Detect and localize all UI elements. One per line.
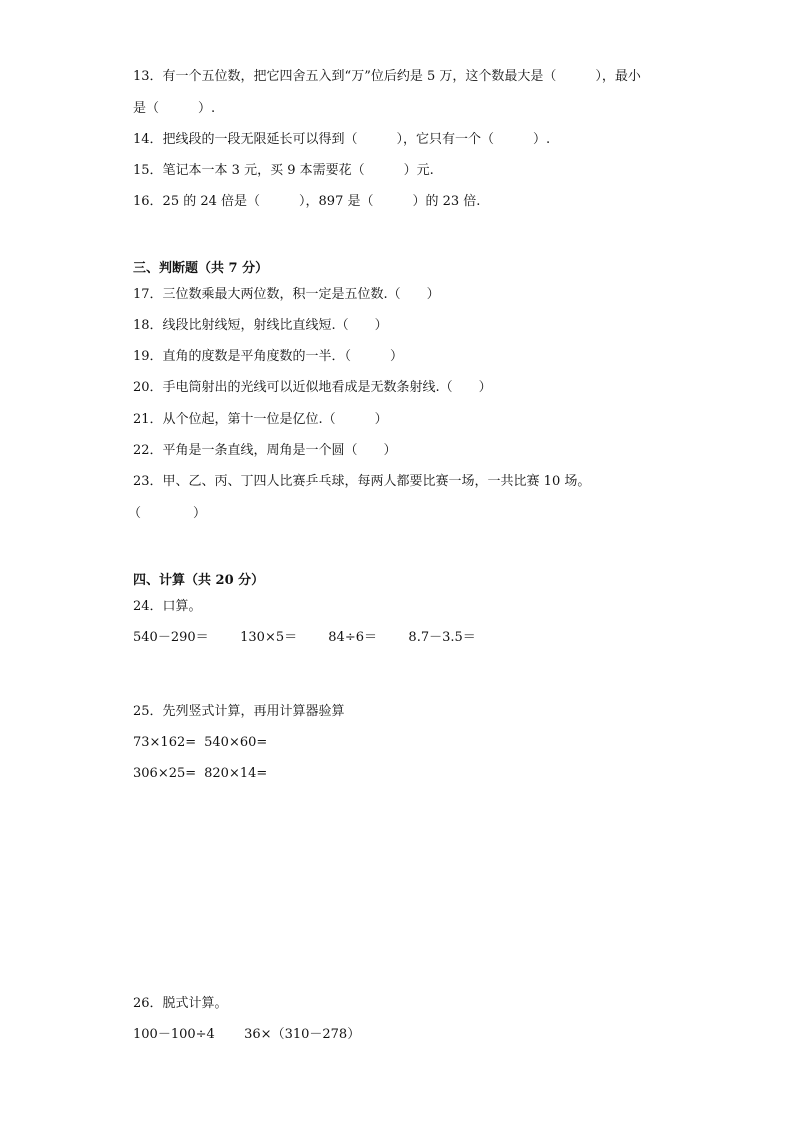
question-17: 17．三位数乘最大两位数，积一定是五位数.（ ） — [133, 287, 440, 302]
question-24-title: 24．口算。 — [133, 599, 202, 614]
oral-calc-item: 8.7－3.5＝ — [408, 630, 476, 645]
question-23-line-2: （ ） — [128, 506, 207, 521]
question-19: 19．直角的度数是平角度数的一半．（ ） — [133, 349, 404, 364]
question-14: 14．把线段的一段无限延长可以得到（ ），它只有一个（ ）. — [133, 132, 551, 147]
question-24-items — [133, 629, 476, 647]
step-calc-item: 100－100÷4 — [133, 1027, 215, 1042]
question-15: 15．笔记本一本 3 元，买 9 本需要花（ ）元. — [133, 163, 434, 178]
question-18: 18．线段比射线短，射线比直线短.（ ） — [133, 318, 388, 333]
question-23-line-1: 23．甲、乙、丙、丁四人比赛乒乓球，每两人都要比赛一场，一共比赛 10 场。 — [133, 474, 591, 489]
section-4-heading: 四、计算（共 20 分） — [133, 573, 265, 588]
question-13-line-2: 是（ ）. — [133, 101, 216, 116]
question-26-title: 26．脱式计算。 — [133, 996, 228, 1011]
question-25-row-2 — [133, 765, 267, 783]
step-calc-item: 36×（310－278） — [244, 1027, 361, 1042]
question-26-items — [133, 1026, 360, 1044]
question-25-title: 25．先列竖式计算，再用计算器验算 — [133, 704, 345, 719]
question-13-line-1: 13．有一个五位数，把它四舍五入到“万”位后约是 5 万，这个数最大是（ ），最小 — [133, 69, 641, 84]
question-16: 16．25 的 24 倍是（ ），897 是（ ）的 23 倍. — [133, 194, 481, 209]
question-25-row-1 — [133, 734, 267, 752]
vertical-calc-item: 73×162= — [133, 735, 197, 750]
vertical-calc-item: 540×60= — [204, 735, 268, 750]
question-20: 20．手电筒射出的光线可以近似地看成是无数条射线.（ ） — [133, 380, 492, 395]
oral-calc-item: 130×5＝ — [240, 630, 298, 645]
vertical-calc-item: 306×25= — [133, 766, 197, 781]
section-3-heading: 三、判断题（共 7 分） — [133, 261, 269, 276]
question-22: 22．平角是一条直线，周角是一个圆（ ） — [133, 443, 397, 458]
oral-calc-item: 84÷6＝ — [328, 630, 377, 645]
vertical-calc-item: 820×14= — [204, 766, 268, 781]
question-21: 21．从个位起，第十一位是亿位.（ ） — [133, 412, 388, 427]
oral-calc-item: 540－290＝ — [133, 630, 209, 645]
